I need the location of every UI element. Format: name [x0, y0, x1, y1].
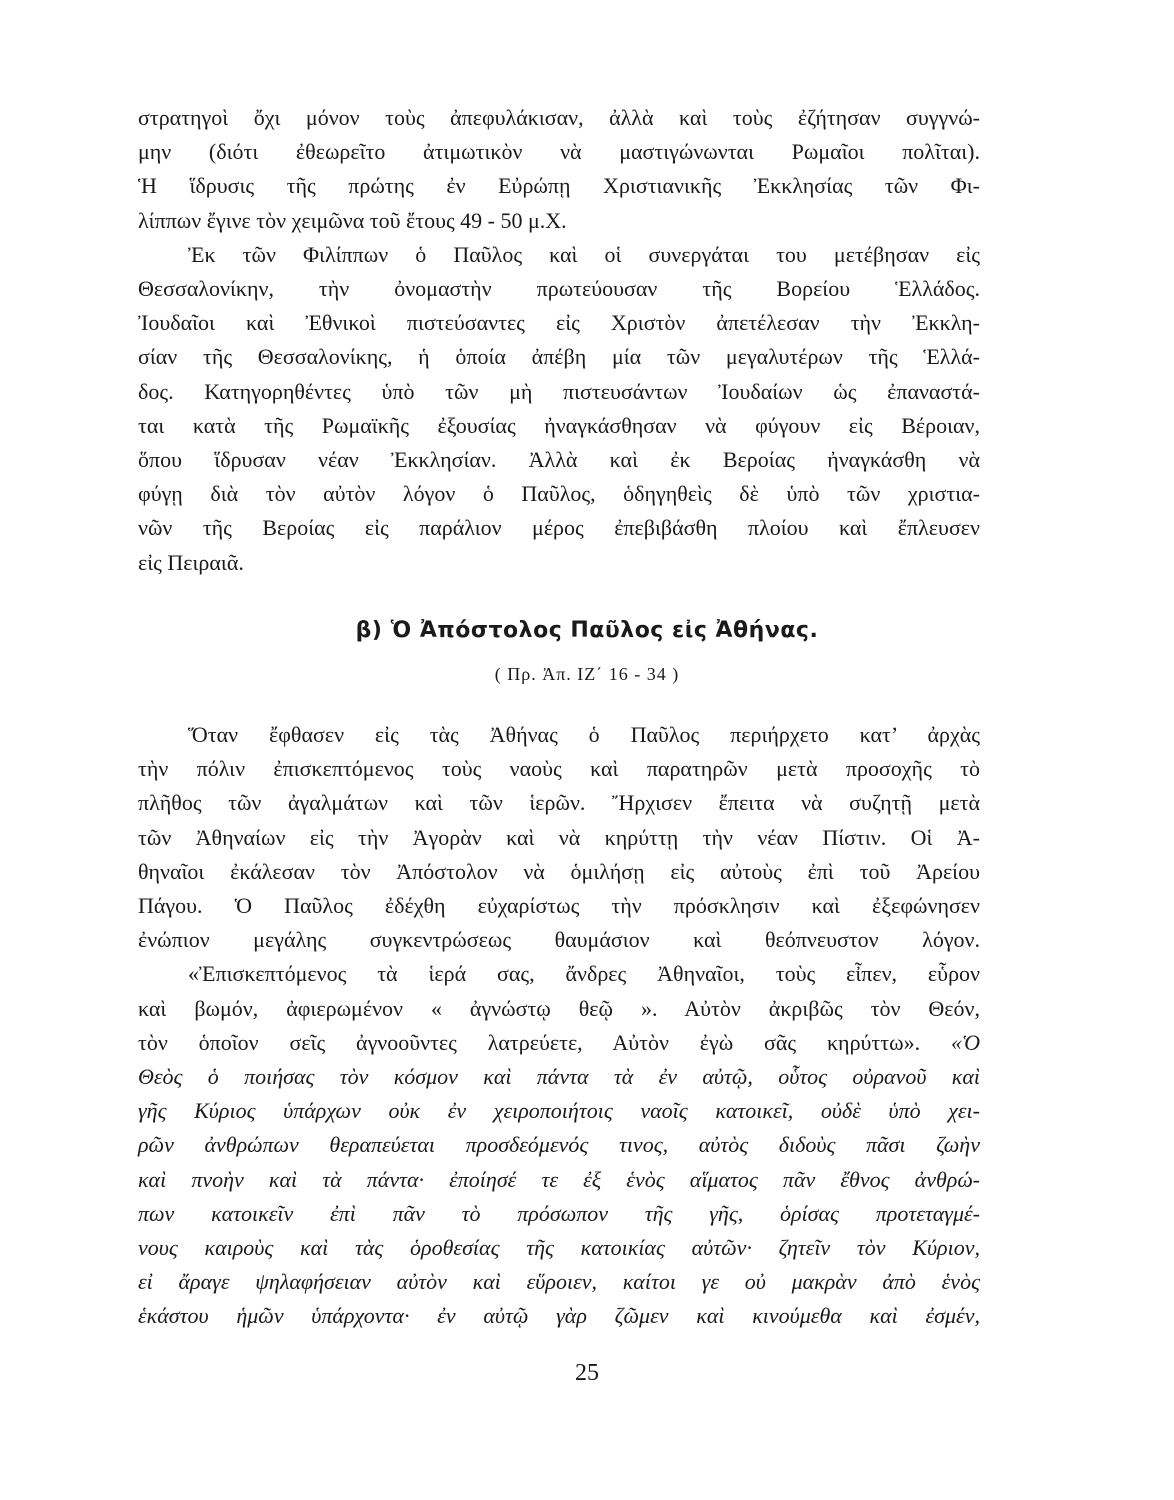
text-line: δος. Κατηγορηθέντες ὑπὸ τῶν μὴ πιστευσάντων Ἰουδαίων ὡς ἐπαναστά-	[138, 378, 980, 404]
page-number: 25	[575, 1360, 599, 1386]
text-line: φύγῃ διὰ τὸν αὐτὸν λόγον ὁ Παῦλος, ὁδηγηθεὶς δὲ ὑπὸ τῶν χριστια-	[138, 481, 980, 507]
quotation-line: καὶ πνοὴν καὶ τὰ πάντα· ἐποίησέ τε ἐξ ἑνὸς αἵματος πᾶν ἔθνος ἀνθρώ-	[138, 1166, 980, 1192]
section-heading: β) Ὁ Ἀπόστολος Παῦλος εἰς Ἀθήνας.	[355, 618, 819, 643]
quotation-line: Θεὸς ὁ ποιήσας τὸν κόσμον καὶ πάντα τὰ ἐν αὐτῷ, οὗτος οὐρανοῦ καὶ	[138, 1064, 980, 1090]
quotation-line: εἰ ἄραγε ψηλαφήσειαν αὐτὸν καὶ εὕροιεν, καίτοι γε οὐ μακρὰν ἀπὸ ἑνὸς	[138, 1269, 980, 1295]
text-line: λίππων ἔγινε τὸν χειμῶνα τοῦ ἔτους 49 - 50 μ.Χ.	[138, 207, 567, 233]
text-line: καὶ βωμόν, ἀφιερωμένον « ἀγνώστῳ θεῷ ». Αὐτὸν ἀκριβῶς τὸν Θεόν,	[138, 995, 980, 1021]
text-line: Ἡ ἵδρυσις τῆς πρώτης ἐν Εὐρώπῃ Χριστιανικῆς Ἐκκλησίας τῶν Φι-	[138, 173, 980, 199]
text-line: πλῆθος τῶν ἀγαλμάτων καὶ τῶν ἱερῶν. Ἤρχισεν ἔπειτα νὰ συζητῇ μετὰ	[138, 790, 980, 816]
text-line: Πάγου. Ὁ Παῦλος ἐδέχθη εὐχαρίστως τὴν πρόσκλησιν καὶ ἐξεφώνησεν	[138, 893, 980, 919]
text-line: εἰς Πειραιᾶ.	[138, 549, 244, 575]
text-line: στρατηγοὶ ὄχι μόνον τοὺς ἀπεφυλάκισαν, ἀλλὰ καὶ τοὺς ἐζήτησαν συγγνώ-	[138, 105, 980, 130]
quotation-line: νους καιροὺς καὶ τὰς ὁροθεσίας τῆς κατοικίας αὐτῶν· ζητεῖν τὸν Κύριον,	[138, 1235, 980, 1261]
text-line: «Ἐπισκεπτόμενος τὰ ἱερά σας, ἄνδρες Ἀθηναῖοι, τοὺς εἶπεν, εὗρον	[188, 961, 980, 987]
text-line: νῶν τῆς Βεροίας εἰς παράλιον μέρος ἐπεβιβάσθη πλοίου καὶ ἔπλευσεν	[138, 515, 980, 541]
text-line: τῶν Ἀθηναίων εἰς τὴν Ἀγορὰν καὶ νὰ κηρύττῃ τὴν νέαν Πίστιν. Οἱ Ἀ-	[138, 824, 980, 850]
text-line: ἐνώπιον μεγάλης συγκεντρώσεως θαυμάσιον καὶ θεόπνευστον λόγον.	[138, 927, 980, 953]
text-line: ὅπου ἵδρυσαν νέαν Ἐκκλησίαν. Ἀλλὰ καὶ ἐκ Βεροίας ἠναγκάσθη νὰ	[138, 447, 980, 473]
speech-text: τὸν ὁποῖον σεῖς ἀγνοοῦντες λατρεύετε, Αὐτὸν ἐγὼ σᾶς κηρύττω».	[138, 1029, 951, 1055]
quotation-line: ἑκάστου ἡμῶν ὑπάρχοντα· ἐν αὐτῷ γὰρ ζῶμεν καὶ κινούμεθα καὶ ἐσμέν,	[138, 1303, 980, 1329]
scripture-reference: ( Πρ. Ἀπ. ΙΖ΄ 16 - 34 )	[494, 664, 680, 684]
text-line	[138, 1026, 980, 1060]
quotation-line: γῆς Κύριος ὑπάρχων οὐκ ἐν χειροποιήτοις ναοῖς κατοικεῖ, οὐδὲ ὑπὸ χει-	[138, 1098, 980, 1124]
text-line: Ἰουδαῖοι καὶ Ἐθνικοὶ πιστεύσαντες εἰς Χριστὸν ἀπετέλεσαν τὴν Ἐκκλη-	[138, 310, 980, 336]
text-line: Θεσσαλονίκην, τὴν ὀνομαστὴν πρωτεύουσαν τῆς Βορείου Ἑλλάδος.	[138, 276, 980, 302]
text-line: σίαν τῆς Θεσσαλονίκης, ἡ ὁποία ἀπέβη μία τῶν μεγαλυτέρων τῆς Ἑλλά-	[138, 344, 980, 370]
body-text-bottom	[138, 718, 980, 1334]
body-text-top	[138, 101, 980, 580]
text-line: Ὅταν ἔφθασεν εἰς τὰς Ἀθήνας ὁ Παῦλος περιήρχετο κατ’ ἀρχὰς	[188, 722, 980, 747]
quotation-line: ρῶν ἀνθρώπων θεραπεύεται προσδεόμενός τινος, αὐτὸς διδοὺς πᾶσι ζωὴν	[138, 1132, 980, 1158]
text-line: μην (διότι ἐθεωρεῖτο ἀτιμωτικὸν νὰ μαστιγώνωνται Ρωμαῖοι πολῖται).	[138, 139, 980, 165]
quotation-line: πων κατοικεῖν ἐπὶ πᾶν τὸ πρόσωπον τῆς γῆς, ὁρίσας προτεταγμέ-	[138, 1200, 980, 1226]
text-line: θηναῖοι ἐκάλεσαν τὸν Ἀπόστολον νὰ ὁμιλήσῃ εἰς αὐτοὺς ἐπὶ τοῦ Ἀρείου	[138, 858, 980, 884]
text-line: τὴν πόλιν ἐπισκεπτόμενος τοὺς ναοὺς καὶ παρατηρῶν μετὰ προσοχῆς τὸ	[138, 756, 980, 782]
text-line: Ἐκ τῶν Φιλίππων ὁ Παῦλος καὶ οἱ συνεργάται του μετέβησαν εἰς	[188, 241, 980, 267]
text-line: ται κατὰ τῆς Ρωμαϊκῆς ἐξουσίας ἠναγκάσθησαν νὰ φύγουν εἰς Βέροιαν,	[138, 412, 980, 438]
quotation-text: «Ὁ	[950, 1029, 980, 1055]
